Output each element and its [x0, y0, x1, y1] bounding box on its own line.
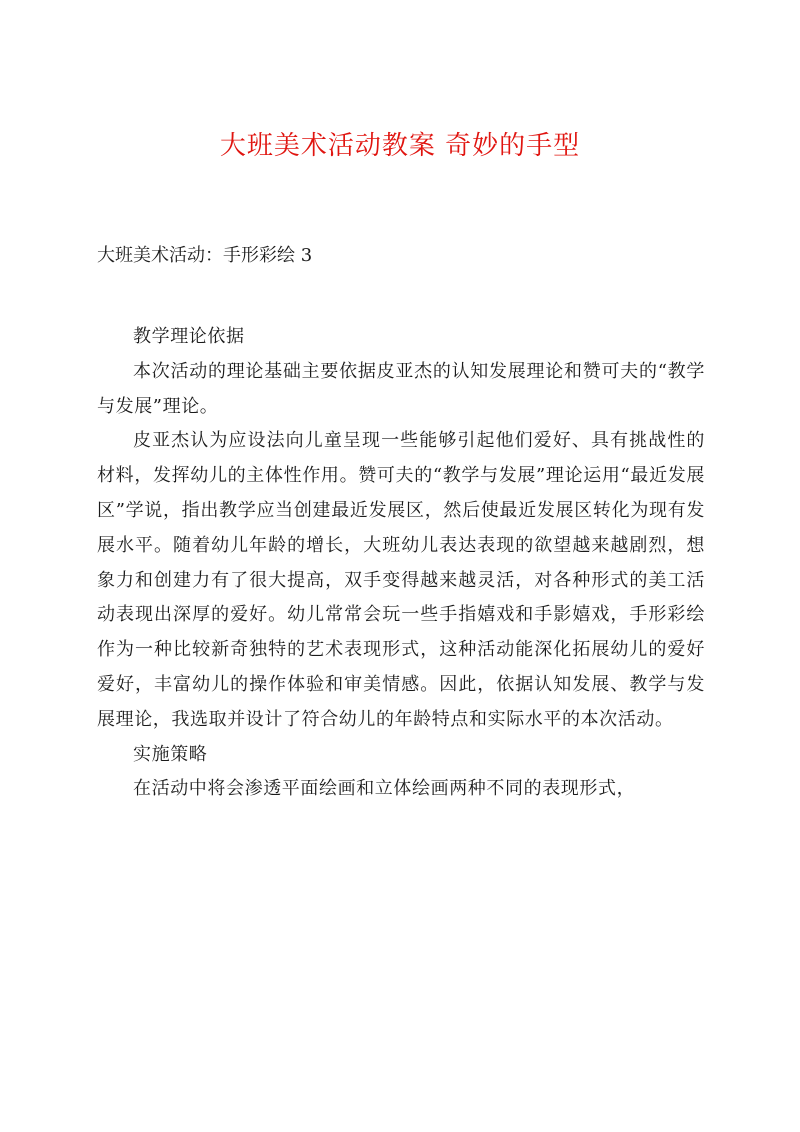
paragraph-theory-detail: 皮亚杰认为应设法向儿童呈现一些能够引起他们爱好、具有挑战性的材料，发挥幼儿的主体性作用。赞可夫的“教学与发展”理论运用“最近发展区”学说，指出教学应当创建最近发展区，然后使最近发展区转化为现有发展水平。随着幼儿年龄的增长，大班幼儿表达表现的欲望越来越剧烈，想象力和创建力有了很大提高，双手变得越来越灵活，对各种形式的美工活动表现出深厚的爱好。幼儿常常会玩一些手指嬉戏和手影嬉戏，手形彩绘作为一种比较新奇独特的艺术表现形式，这种活动能深化拓展幼儿的爱好爱好，丰富幼儿的操作体验和审美情感。因此，依据认知发展、教学与发展理论，我选取并设计了符合幼儿的年龄特点和实际水平的本次活动。: [97, 430, 705, 730]
section-heading-strategy: 实施策略: [133, 743, 208, 765]
document-title: 大班美术活动教案 奇妙的手型: [219, 131, 581, 161]
document-body: [97, 320, 705, 807]
document-subtitle: 大班美术活动：手形彩绘 3: [97, 245, 313, 266]
paragraph-theory-basis: 本次活动的理论基础主要依据皮亚杰的认知发展理论和赞可夫的“教学与发展”理论。: [97, 360, 705, 417]
paragraph-strategy: 在活动中将会渗透平面绘画和立体绘画两种不同的表现形式，: [133, 778, 636, 800]
section-heading-theory: 教学理论依据: [133, 326, 245, 347]
